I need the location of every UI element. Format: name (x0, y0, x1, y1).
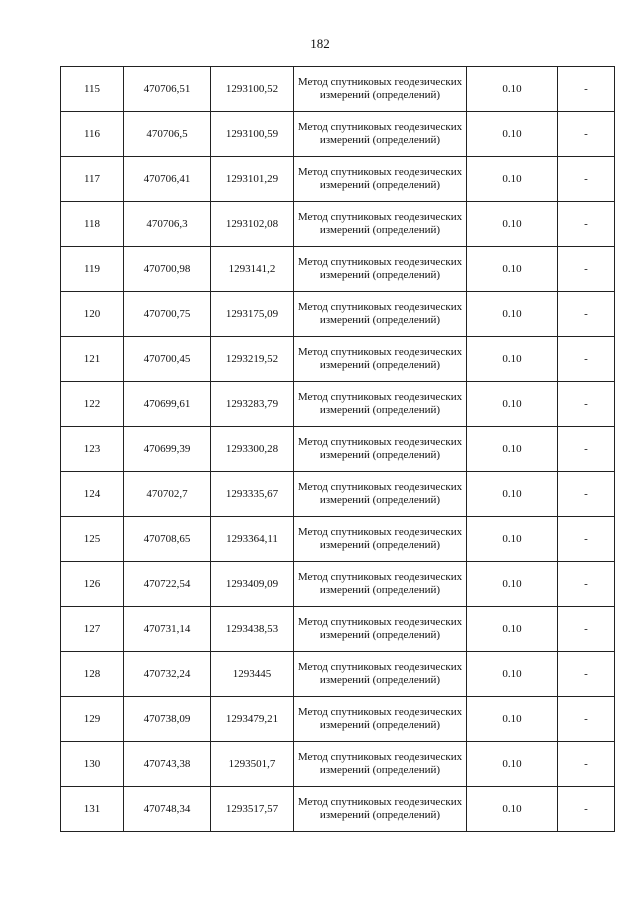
y-coordinate-cell: 1293335,67 (211, 472, 294, 517)
accuracy-cell: 0.10 (467, 292, 558, 337)
y-coordinate-cell: 1293409,09 (211, 562, 294, 607)
accuracy-cell: 0.10 (467, 517, 558, 562)
point-number-cell: 126 (61, 562, 124, 607)
accuracy-cell: 0.10 (467, 247, 558, 292)
point-number-cell: 115 (61, 67, 124, 112)
point-number-cell: 122 (61, 382, 124, 427)
point-number-cell: 128 (61, 652, 124, 697)
method-cell: Метод спутниковых геодезических измерений (определений) (294, 517, 467, 562)
x-coordinate-cell: 470699,39 (124, 427, 211, 472)
x-coordinate-cell: 470706,51 (124, 67, 211, 112)
coordinates-table (60, 66, 615, 832)
table-row (61, 67, 615, 112)
method-cell: Метод спутниковых геодезических измерений (определений) (294, 67, 467, 112)
y-coordinate-cell: 1293100,59 (211, 112, 294, 157)
point-number-cell: 117 (61, 157, 124, 202)
x-coordinate-cell: 470731,14 (124, 607, 211, 652)
table-row (61, 427, 615, 472)
table-row (61, 517, 615, 562)
point-number-cell: 124 (61, 472, 124, 517)
method-cell: Метод спутниковых геодезических измерений (определений) (294, 787, 467, 832)
extra-cell: - (558, 247, 615, 292)
extra-cell: - (558, 562, 615, 607)
table-row (61, 742, 615, 787)
x-coordinate-cell: 470700,75 (124, 292, 211, 337)
table-row (61, 382, 615, 427)
y-coordinate-cell: 1293517,57 (211, 787, 294, 832)
x-coordinate-cell: 470706,5 (124, 112, 211, 157)
extra-cell: - (558, 292, 615, 337)
y-coordinate-cell: 1293300,28 (211, 427, 294, 472)
method-cell: Метод спутниковых геодезических измерений (определений) (294, 292, 467, 337)
extra-cell: - (558, 427, 615, 472)
point-number-cell: 129 (61, 697, 124, 742)
method-cell: Метод спутниковых геодезических измерений (определений) (294, 607, 467, 652)
x-coordinate-cell: 470699,61 (124, 382, 211, 427)
y-coordinate-cell: 1293101,29 (211, 157, 294, 202)
table-row (61, 247, 615, 292)
point-number-cell: 119 (61, 247, 124, 292)
table-row (61, 697, 615, 742)
x-coordinate-cell: 470732,24 (124, 652, 211, 697)
method-cell: Метод спутниковых геодезических измерений (определений) (294, 247, 467, 292)
point-number-cell: 123 (61, 427, 124, 472)
extra-cell: - (558, 382, 615, 427)
x-coordinate-cell: 470748,34 (124, 787, 211, 832)
extra-cell: - (558, 337, 615, 382)
table-row (61, 337, 615, 382)
method-cell: Метод спутниковых геодезических измерений (определений) (294, 112, 467, 157)
method-cell: Метод спутниковых геодезических измерений (определений) (294, 427, 467, 472)
method-cell: Метод спутниковых геодезических измерений (определений) (294, 697, 467, 742)
table-row (61, 292, 615, 337)
accuracy-cell: 0.10 (467, 652, 558, 697)
method-cell: Метод спутниковых геодезических измерений (определений) (294, 652, 467, 697)
point-number-cell: 120 (61, 292, 124, 337)
point-number-cell: 116 (61, 112, 124, 157)
extra-cell: - (558, 652, 615, 697)
point-number-cell: 121 (61, 337, 124, 382)
table-row (61, 787, 615, 832)
x-coordinate-cell: 470738,09 (124, 697, 211, 742)
table-row (61, 112, 615, 157)
extra-cell: - (558, 787, 615, 832)
accuracy-cell: 0.10 (467, 742, 558, 787)
point-number-cell: 118 (61, 202, 124, 247)
accuracy-cell: 0.10 (467, 787, 558, 832)
extra-cell: - (558, 517, 615, 562)
accuracy-cell: 0.10 (467, 607, 558, 652)
y-coordinate-cell: 1293445 (211, 652, 294, 697)
table-row (61, 652, 615, 697)
accuracy-cell: 0.10 (467, 382, 558, 427)
accuracy-cell: 0.10 (467, 472, 558, 517)
x-coordinate-cell: 470743,38 (124, 742, 211, 787)
method-cell: Метод спутниковых геодезических измерений (определений) (294, 742, 467, 787)
y-coordinate-cell: 1293141,2 (211, 247, 294, 292)
method-cell: Метод спутниковых геодезических измерений (определений) (294, 202, 467, 247)
table-row (61, 157, 615, 202)
accuracy-cell: 0.10 (467, 202, 558, 247)
point-number-cell: 127 (61, 607, 124, 652)
x-coordinate-cell: 470702,7 (124, 472, 211, 517)
x-coordinate-cell: 470700,45 (124, 337, 211, 382)
y-coordinate-cell: 1293175,09 (211, 292, 294, 337)
y-coordinate-cell: 1293479,21 (211, 697, 294, 742)
table-row (61, 562, 615, 607)
accuracy-cell: 0.10 (467, 112, 558, 157)
extra-cell: - (558, 202, 615, 247)
extra-cell: - (558, 112, 615, 157)
accuracy-cell: 0.10 (467, 697, 558, 742)
extra-cell: - (558, 742, 615, 787)
accuracy-cell: 0.10 (467, 427, 558, 472)
y-coordinate-cell: 1293100,52 (211, 67, 294, 112)
x-coordinate-cell: 470708,65 (124, 517, 211, 562)
accuracy-cell: 0.10 (467, 67, 558, 112)
table-row (61, 472, 615, 517)
y-coordinate-cell: 1293219,52 (211, 337, 294, 382)
accuracy-cell: 0.10 (467, 562, 558, 607)
point-number-cell: 131 (61, 787, 124, 832)
method-cell: Метод спутниковых геодезических измерений (определений) (294, 562, 467, 607)
method-cell: Метод спутниковых геодезических измерений (определений) (294, 337, 467, 382)
y-coordinate-cell: 1293102,08 (211, 202, 294, 247)
extra-cell: - (558, 607, 615, 652)
y-coordinate-cell: 1293364,11 (211, 517, 294, 562)
x-coordinate-cell: 470706,41 (124, 157, 211, 202)
page-number: 182 (310, 36, 330, 51)
method-cell: Метод спутниковых геодезических измерений (определений) (294, 382, 467, 427)
accuracy-cell: 0.10 (467, 337, 558, 382)
x-coordinate-cell: 470700,98 (124, 247, 211, 292)
table-row (61, 202, 615, 247)
accuracy-cell: 0.10 (467, 157, 558, 202)
extra-cell: - (558, 697, 615, 742)
point-number-cell: 130 (61, 742, 124, 787)
point-number-cell: 125 (61, 517, 124, 562)
method-cell: Метод спутниковых геодезических измерений (определений) (294, 472, 467, 517)
coordinates-table-body (61, 67, 615, 832)
extra-cell: - (558, 67, 615, 112)
extra-cell: - (558, 472, 615, 517)
y-coordinate-cell: 1293438,53 (211, 607, 294, 652)
method-cell: Метод спутниковых геодезических измерений (определений) (294, 157, 467, 202)
x-coordinate-cell: 470706,3 (124, 202, 211, 247)
y-coordinate-cell: 1293283,79 (211, 382, 294, 427)
extra-cell: - (558, 157, 615, 202)
x-coordinate-cell: 470722,54 (124, 562, 211, 607)
table-row (61, 607, 615, 652)
y-coordinate-cell: 1293501,7 (211, 742, 294, 787)
